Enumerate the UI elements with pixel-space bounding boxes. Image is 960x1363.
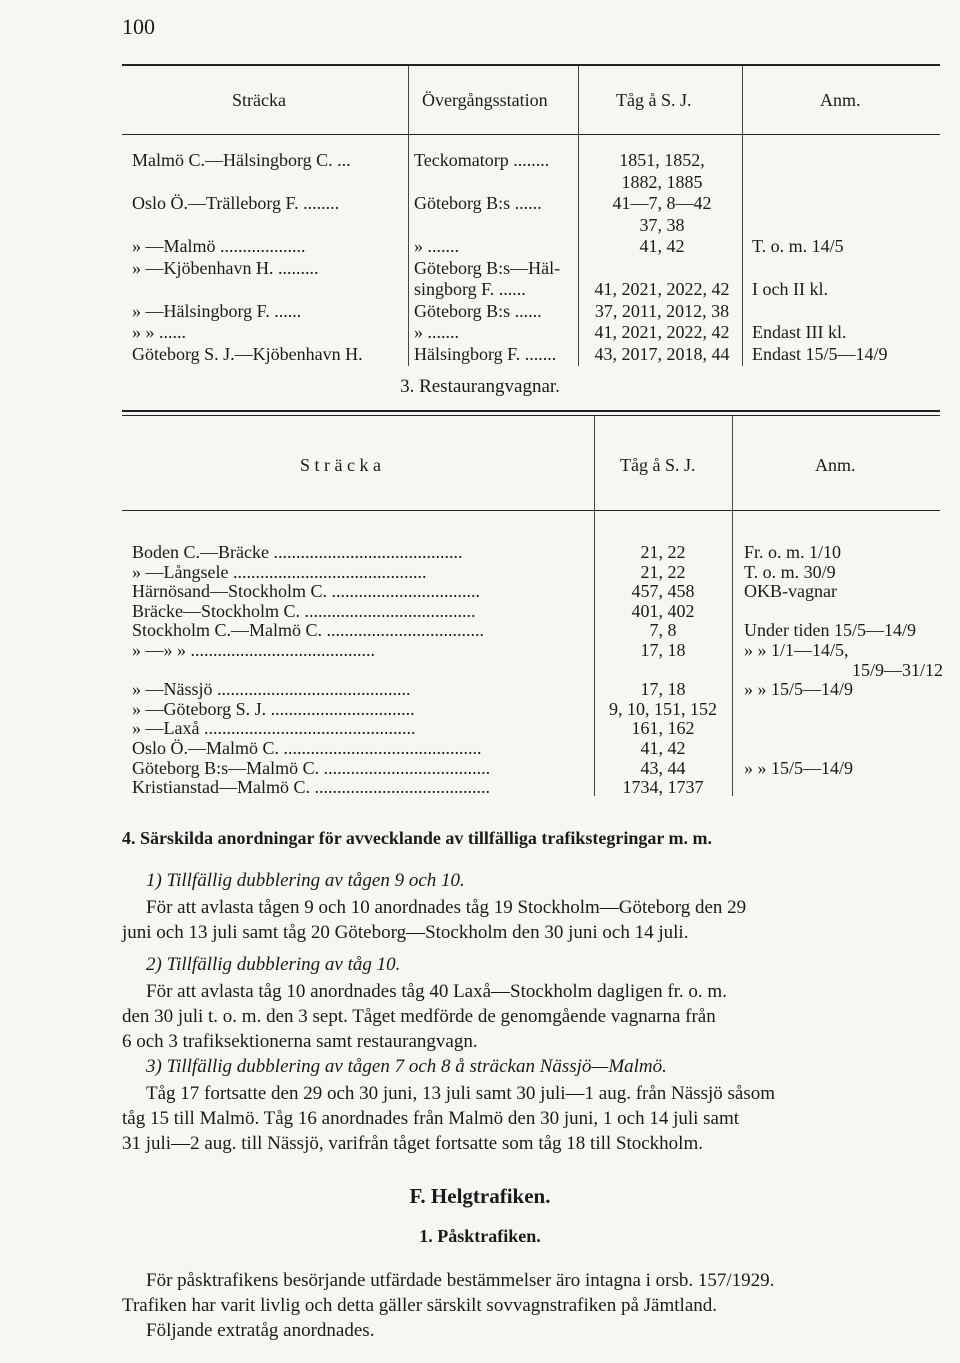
table1-header-cell: Övergångsstation [422, 90, 548, 110]
sectionF-line: Trafiken har varit livlig och detta gäller särskilt sovvagnstrafiken på Jämtland. [122, 1295, 718, 1316]
table1-cell: 41, 2021, 2022, 42 [594, 322, 730, 342]
table1-header-rule [122, 134, 940, 135]
table1-cell: » ....... [414, 236, 459, 256]
table1-cell: 1851, 1852, [619, 150, 705, 170]
sub1-line: För att avlasta tågen 9 och 10 anordnades tåg 19 Stockholm—Göteborg den 29 [146, 897, 747, 918]
table2-cell: » » 15/5—14/9 [744, 757, 854, 778]
table2-header-cell: Tåg å S. J. [620, 455, 696, 475]
table2-divider [594, 416, 595, 796]
table1-cell: Göteborg B:s ...... [414, 300, 542, 321]
table1-cell: I och II kl. [752, 279, 828, 299]
table2-cell: Oslo Ö.—Malmö C. ............................................ [132, 738, 482, 758]
table2-cell: 17, 18 [640, 640, 686, 660]
table2-header-rule [122, 510, 940, 511]
sub3-line: 31 juli—2 aug. till Nässjö, varifrån tåget fortsatte som tåg 18 till Stockholm. [122, 1133, 703, 1154]
table1-cell: T. o. m. 14/5 [752, 236, 844, 256]
table2-cell: » » 15/5—14/9 [744, 679, 854, 700]
table2-cell: Kristianstad—Malmö C. ....................................... [132, 777, 490, 798]
table2-cell: 161, 162 [631, 718, 695, 739]
sub3-title: 3) Tillfällig dubblering av tågen 7 och 8 å sträckan Nässjö—Malmö. [146, 1056, 667, 1077]
table2-cell: Boden C.—Bräcke .......................................... [132, 542, 463, 562]
table1-header-cell: Anm. [820, 90, 861, 110]
table1-cell: Endast III kl. [752, 322, 847, 342]
page-number: 100 [122, 14, 155, 39]
table1-top-rule [122, 64, 940, 66]
table2-cell: 15/9—31/12 [852, 659, 944, 680]
table2-cell: T. o. m. 30/9 [744, 561, 836, 582]
table1-cell: » ....... [414, 322, 459, 342]
sectionF-line: För påsktrafikens besörjande utfärdade bestämmelser äro intagna i orsb. 157/1929. [146, 1270, 775, 1291]
table2-cell: » » 1/1—14/5, [744, 640, 849, 660]
table2-cell: Under tiden 15/5—14/9 [744, 620, 916, 641]
table2-cell: 43, 44 [640, 757, 686, 778]
table1-cell: singborg F. ...... [414, 279, 526, 299]
table1-cell: 1882, 1885 [621, 171, 703, 192]
table2-cell: Härnösand—Stockholm C. ................................. [132, 581, 480, 602]
table2-cell: 21, 22 [640, 561, 686, 582]
table2-header-cell: Anm. [815, 455, 856, 475]
table2-cell: 17, 18 [640, 679, 686, 700]
sectionF-line: Följande extratåg anordnades. [146, 1320, 375, 1341]
table1-cell: Endast 15/5—14/9 [752, 343, 888, 364]
table2-cell: » —Laxå ............................................... [132, 718, 416, 739]
sectionF-subtitle: 1. Påsktrafiken. [419, 1226, 541, 1246]
table1-cell: 37, 2011, 2012, 38 [594, 300, 730, 321]
table1-cell: Göteborg B:s—Häl- [414, 257, 561, 278]
table2-cell: 21, 22 [640, 542, 686, 562]
sub2-line: den 30 juli t. o. m. den 3 sept. Tåget medförde de genomgående vagnarna från [122, 1006, 716, 1027]
sub2-title: 2) Tillfällig dubblering av tåg 10. [146, 954, 401, 975]
table2-cell: 9, 10, 151, 152 [609, 698, 717, 719]
table2-cell: » —» » ......................................... [132, 640, 375, 660]
table1-cell: Malmö C.—Hälsingborg C. ... [132, 150, 351, 170]
table1-cell: 37, 38 [639, 214, 685, 235]
sub3-line: tåg 15 till Malmö. Tåg 16 anordnades från Malmö den 30 juni, 1 och 14 juli samt [122, 1108, 740, 1129]
sub3-line: Tåg 17 fortsatte den 29 och 30 juni, 13 juli samt 30 juli—1 aug. från Nässjö såsom [146, 1083, 776, 1104]
table1-cell: » —Kjöbenhavn H. ......... [132, 257, 319, 278]
section4-title: 4. Särskilda anordningar för avvecklande av tillfälliga trafikstegringar m. m. [122, 828, 713, 848]
table2-cell: Bräcke—Stockholm C. ...................................... [132, 600, 476, 621]
table2-cell: Göteborg B:s—Malmö C. ..................................... [132, 757, 491, 778]
table1-cell: 41, 2021, 2022, 42 [594, 279, 730, 299]
table2-top-rule [122, 410, 940, 412]
table1-cell: » » ...... [132, 322, 186, 342]
sub1-title: 1) Tillfällig dubblering av tågen 9 och 10. [146, 870, 465, 891]
table1-header-cell: Sträcka [232, 90, 286, 110]
table2-cell: Fr. o. m. 1/10 [744, 542, 842, 562]
table1-cell: 41—7, 8—42 [612, 193, 712, 213]
table2-cell: » —Göteborg S. J. ................................ [132, 698, 415, 719]
table1-divider [578, 66, 579, 366]
sub2-line: För att avlasta tåg 10 anordnades tåg 40 Laxå—Stockholm dagligen fr. o. m. [146, 981, 727, 1002]
table2-top-rule-2 [122, 415, 940, 416]
table1-cell: » —Hälsingborg F. ...... [132, 300, 302, 321]
table2-cell: Stockholm C.—Malmö C. ................................... [132, 620, 485, 641]
sub2-line: 6 och 3 trafiksektionerna samt restaurangvagn. [122, 1031, 478, 1052]
table2-cell: 457, 458 [631, 581, 695, 602]
table1-cell: Oslo Ö.—Trälleborg F. ........ [132, 193, 340, 213]
table1-cell: 43, 2017, 2018, 44 [594, 343, 730, 364]
table1-cell: Göteborg S. J.—Kjöbenhavn H. [132, 343, 363, 364]
table2-cell: » —Långsele ........................................... [132, 561, 427, 582]
section3-title: 3. Restaurangvagnar. [400, 376, 560, 397]
table1-cell: Teckomatorp ........ [414, 150, 550, 170]
table1-cell: Hälsingborg F. ....... [414, 343, 557, 364]
table2-cell: 1734, 1737 [622, 777, 704, 798]
table2-cell: 41, 42 [640, 738, 686, 758]
table1-divider [742, 66, 743, 366]
table1-divider [408, 66, 409, 366]
table2-cell: » —Nässjö ........................................... [132, 679, 411, 700]
table1-cell: Göteborg B:s ...... [414, 193, 542, 213]
table2-cell: 401, 402 [631, 600, 695, 621]
table1-header-cell: Tåg å S. J. [616, 90, 692, 110]
table2-divider [732, 416, 733, 796]
table2-header-cell: S t r ä c k a [300, 455, 381, 475]
sectionF-title: F. Helgtrafiken. [409, 1184, 551, 1208]
table2-cell: OKB-vagnar [744, 581, 837, 602]
sub1-line: juni och 13 juli samt tåg 20 Göteborg—Stockholm den 30 juni och 14 juli. [122, 922, 689, 943]
table1-cell: » —Malmö ................... [132, 236, 306, 256]
table2-cell: 7, 8 [649, 620, 677, 641]
table1-cell: 41, 42 [639, 236, 685, 256]
